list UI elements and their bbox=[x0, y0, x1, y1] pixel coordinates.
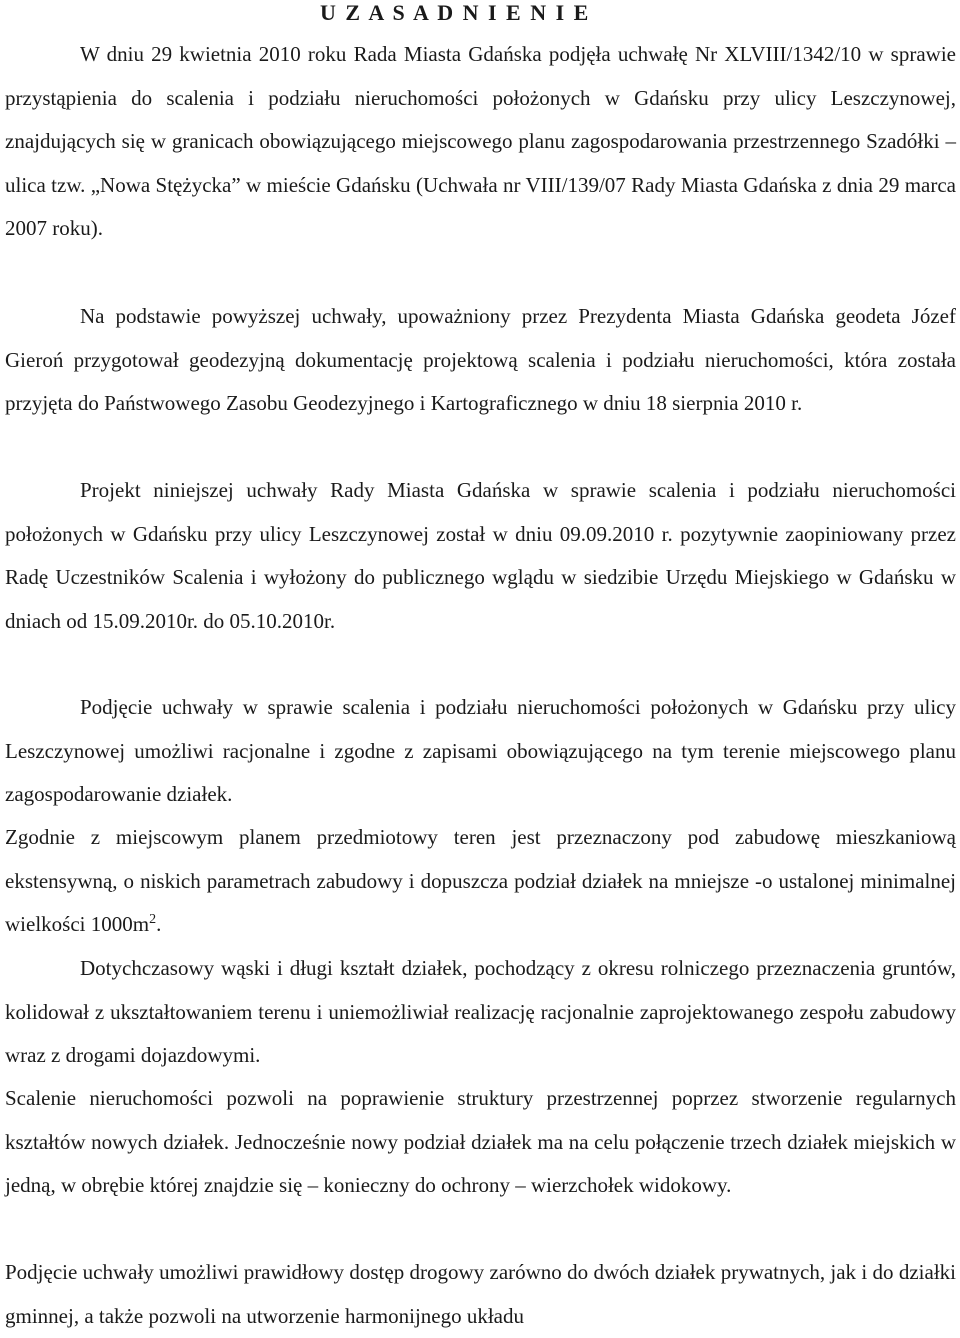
paragraph-consolidation-benefits: Scalenie nieruchomości pozwoli na poprawienie struktury przestrzennej poprzez stworzenie regularnych kształtów nowych działek. Jednocześnie nowy podział działek ma na celu połączenie trzech działek miejskich w jedną, w obrębie której znajdzie się – konieczny do ochrony – wierzchołek widokowy. bbox=[5, 1086, 956, 1197]
zoning-plan-tail: . bbox=[156, 912, 162, 936]
paragraph-parcel-shape: Dotychczasowy wąski i długi kształt działek, pochodzący z okresu rolniczego przeznaczenia gruntów, kolidował z ukształtowaniem terenu i uniemożliwiał realizację racjonalnie zaprojektowanego zespołu zabudowy wraz z drogami dojazdowymi. bbox=[5, 956, 956, 1067]
paragraph-purpose: Podjęcie uchwały w sprawie scalenia i podziału nieruchomości położonych w Gdańsku przy ulicy Leszczynowej umożliwi racjonalne i zgodne z zapisami obowiązującego na tym terenie miejscowego planu zagospodarowanie działek. bbox=[5, 695, 956, 806]
zoning-plan-text: Zgodnie z miejscowym planem przedmiotowy teren jest przeznaczony pod zabudowę mieszkaniową ekstensywną, o niskich parametrach zabudowy i dopuszcza podział działek na mniejsze -o ustalonej minimalnej wielkości 1000m bbox=[5, 825, 956, 936]
paragraph-zoning-plan bbox=[5, 816, 956, 947]
area-unit-superscript: 2 bbox=[149, 912, 157, 927]
paragraph-road-access: Podjęcie uchwały umożliwi prawidłowy dostęp drogowy zarówno do dwóch działek prywatnych, jak i do działki gminnej, a także pozwoli na utworzenie harmonijnego układu bbox=[5, 1260, 956, 1328]
paragraph-resolution-intro: W dniu 29 kwietnia 2010 roku Rada Miasta Gdańska podjęła uchwałę Nr XLVIII/1342/10 w sprawie przystąpienia do scalenia i podziału nieruchomości położonych w Gdańsku przy ulicy Leszczynowej, znajdujących się w granicach obowiązującego miejscowego planu zagospodarowania przestrzennego Szadółki – ulica tzw. „Nowa Stężycka” w mieście Gdańsku (Uchwała nr VIII/139/07 Rady Miasta Gdańska z dnia 29 marca 2007 roku). bbox=[5, 42, 956, 240]
paragraph-geodetic-documentation: Na podstawie powyższej uchwały, upoważniony przez Prezydenta Miasta Gdańska geodeta Józef Gieroń przygotował geodezyjną dokumentację projektową scalenia i podziału nieruchomości, która została przyjęta do Państwowego Zasobu Geodezyjnego i Kartograficznego w dniu 18 sierpnia 2010 r. bbox=[5, 304, 956, 415]
document-heading: U Z A S A D N I E N I E bbox=[320, 0, 591, 25]
paragraph-project-opinion: Projekt niniejszej uchwały Rady Miasta Gdańska w sprawie scalenia i podziału nieruchomości położonych w Gdańsku przy ulicy Leszczynowej został w dniu 09.09.2010 r. pozytywnie zaopiniowany przez Radę Uczestników Scalenia i wyłożony do publicznego wglądu w siedzibie Urzędu Miejskiego w Gdańsku w dniach od 15.09.2010r. do 05.10.2010r. bbox=[5, 478, 956, 633]
